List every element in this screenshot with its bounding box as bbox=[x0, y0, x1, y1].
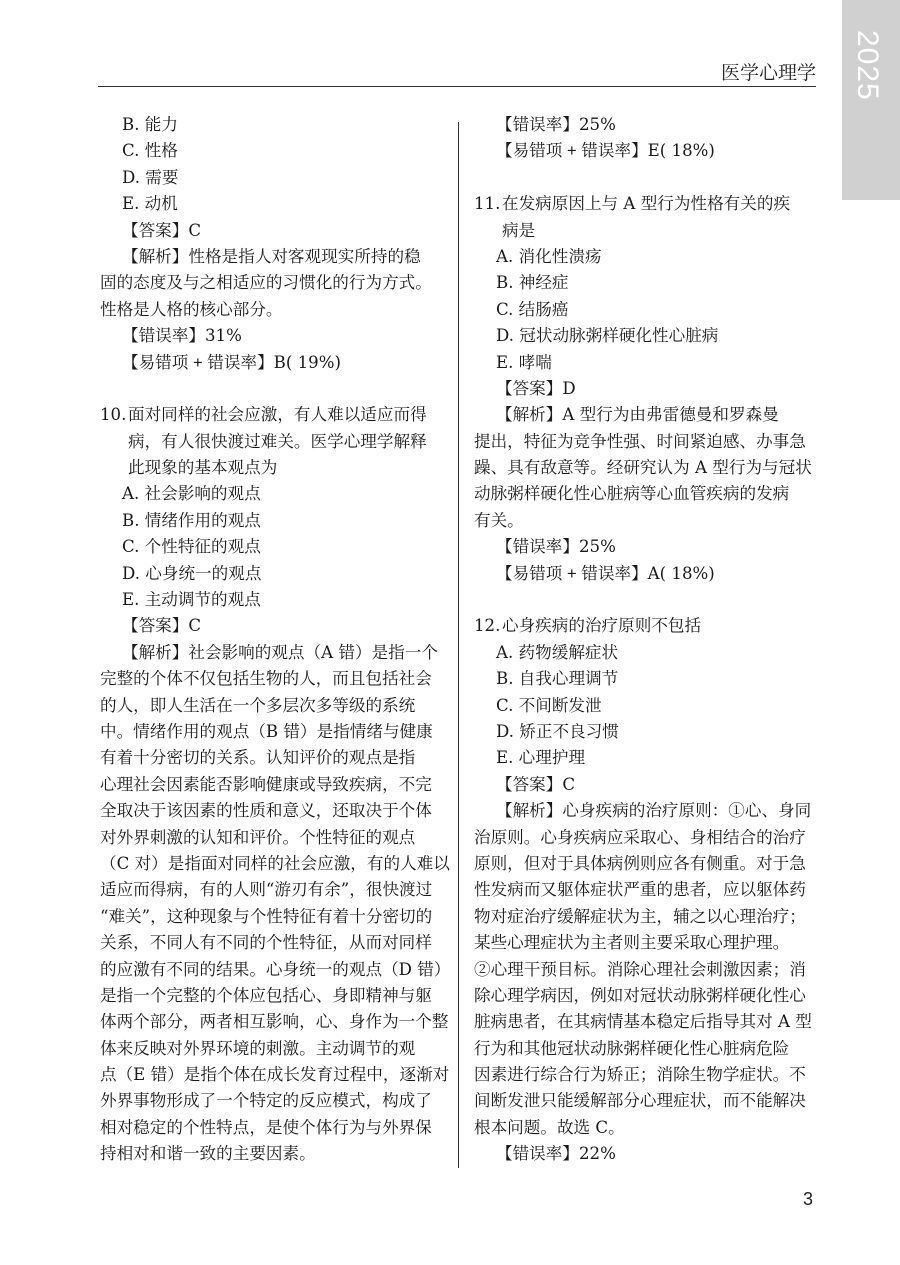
answer-line bbox=[100, 218, 442, 244]
analysis-line: 体两个部分，两者相互影响，心、身作为一个整 bbox=[100, 1012, 449, 1032]
wrong-option-line bbox=[474, 138, 819, 164]
stem-line: 病，有人很快渡过难关。医学心理学解释 bbox=[128, 431, 427, 451]
wrong-option-line bbox=[100, 350, 442, 376]
analysis-line bbox=[474, 402, 819, 428]
analysis-text: A 型行为由弗雷德曼和罗森曼 bbox=[562, 405, 779, 425]
option: A. 社会影响的观点 bbox=[122, 484, 261, 504]
analysis-line: 外界事物形成了一个特定的反应模式，构成了 bbox=[100, 1091, 432, 1111]
stem-text: 在发病原因上与 A 型行为性格有关的疾 bbox=[502, 194, 791, 214]
wrong-option-value: A( 18%) bbox=[647, 563, 715, 583]
analysis-line: “难关”，这种现象与个性特征有着十分密切的 bbox=[100, 906, 433, 926]
analysis-line: 是指一个完整的个体应包括心、身即精神与躯 bbox=[100, 985, 432, 1005]
error-rate-value: 22% bbox=[578, 1144, 616, 1164]
answer-value: C bbox=[188, 220, 202, 240]
analysis-line: 除心理学病因，例如对冠状动脉粥样硬化性心 bbox=[474, 985, 806, 1005]
analysis-line: 固的态度及与之相适应的习惯化的行为方式。 bbox=[100, 273, 432, 293]
right-column bbox=[474, 112, 819, 1168]
left-column bbox=[100, 112, 451, 1168]
wrong-option-label: 【易错项 + 错误率】 bbox=[496, 563, 648, 583]
analysis-line: ②心理干预目标。消除心理社会刺激因素；消 bbox=[474, 959, 806, 979]
analysis-text: 心身疾病的治疗原则：①心、身同 bbox=[562, 801, 812, 821]
option: E. 哮喘 bbox=[496, 352, 552, 372]
analysis-label: 【解析】 bbox=[496, 405, 563, 425]
error-rate-label: 【错误率】 bbox=[122, 326, 205, 346]
wrong-option-label: 【易错项 + 错误率】 bbox=[122, 352, 274, 372]
stem-line: 此现象的基本观点为 bbox=[128, 458, 278, 478]
analysis-line: 性发病而又躯体症状严重的患者，应以躯体药 bbox=[474, 880, 806, 900]
answer-value: C bbox=[562, 774, 576, 794]
option: B. 能力 bbox=[122, 115, 178, 134]
analysis-line: 有着十分密切的关系。认知评价的观点是指 bbox=[100, 748, 416, 768]
option: B. 情绪作用的观点 bbox=[122, 510, 261, 530]
stem-line: 病是 bbox=[502, 220, 536, 240]
answer-value: C bbox=[188, 616, 202, 636]
analysis-text: 社会影响的观点（A 错）是指一个 bbox=[188, 642, 438, 662]
error-rate-value: 25% bbox=[578, 115, 616, 134]
analysis-line: 某些心理症状为主者则主要采取心理护理。 bbox=[474, 933, 790, 953]
analysis-line bbox=[100, 244, 442, 270]
header-title: 医学心理学 bbox=[720, 63, 816, 84]
year-tab-text: 2025 bbox=[851, 30, 884, 101]
analysis-line bbox=[100, 640, 442, 666]
analysis-line: 完整的个体不仅包括生物的人，而且包括社会 bbox=[100, 669, 432, 689]
analysis-line: 行为和其他冠状动脉粥样硬化性心脏病危险 bbox=[474, 1038, 790, 1058]
analysis-line: 相对稳定的个性特点，是使个体行为与外界保 bbox=[100, 1117, 432, 1137]
analysis-line: 根本问题。故选 C。 bbox=[474, 1117, 625, 1137]
option: C. 个性特征的观点 bbox=[122, 537, 261, 557]
option: B. 神经症 bbox=[496, 273, 569, 293]
analysis-line: 的应激有不同的结果。心身统一的观点（D 错） bbox=[100, 959, 451, 979]
wrong-option-line bbox=[474, 561, 819, 587]
analysis-line: 动脉粥样硬化性心脏病等心血管疾病的发病 bbox=[474, 484, 790, 504]
answer-label: 【答案】 bbox=[496, 378, 563, 398]
analysis-line: 提出，特征为竞争性强、时间紧迫感、办事急 bbox=[474, 431, 806, 451]
option: D. 冠状动脉粥样硬化性心脏病 bbox=[496, 326, 719, 346]
header-rule bbox=[98, 86, 816, 87]
page-number: 3 bbox=[803, 1189, 814, 1209]
analysis-line: 关系，不同人有不同的个性特征，从而对同样 bbox=[100, 933, 432, 953]
option: A. 药物缓解症状 bbox=[496, 642, 619, 662]
error-rate-value: 25% bbox=[578, 537, 616, 557]
analysis-line: 点（E 错）是指个体在成长发育过程中，逐渐对 bbox=[100, 1065, 450, 1085]
option: C. 不间断发泄 bbox=[496, 695, 602, 715]
column-divider bbox=[458, 122, 459, 1168]
analysis-label: 【解析】 bbox=[122, 246, 189, 266]
year-tab bbox=[842, 0, 900, 200]
error-rate-label: 【错误率】 bbox=[496, 115, 579, 134]
answer-value: D bbox=[562, 378, 576, 398]
analysis-line: 持相对和谐一致的主要因素。 bbox=[100, 1144, 316, 1164]
error-rate-label: 【错误率】 bbox=[496, 537, 579, 557]
answer-line bbox=[474, 376, 819, 402]
analysis-label: 【解析】 bbox=[496, 801, 563, 821]
analysis-line: 适应而得病，有的人则“游刃有余”，很快渡过 bbox=[100, 880, 433, 900]
analysis-line: 的人，即人生活在一个多层次多等级的系统 bbox=[100, 695, 416, 715]
question-number: 12. bbox=[474, 616, 501, 636]
analysis-line: 全取决于该因素的性质和意义，还取决于个体 bbox=[100, 801, 432, 821]
answer-label: 【答案】 bbox=[496, 774, 563, 794]
analysis-line: 躁、具有敌意等。经研究认为 A 型行为与冠状 bbox=[474, 458, 812, 478]
question-stem bbox=[100, 402, 442, 428]
question-stem bbox=[474, 191, 819, 217]
option: B. 自我心理调节 bbox=[496, 669, 619, 689]
analysis-line: 性格是人格的核心部分。 bbox=[100, 299, 283, 319]
answer-line bbox=[474, 772, 819, 798]
error-rate-line bbox=[474, 112, 819, 138]
option: E. 心理护理 bbox=[496, 748, 586, 768]
analysis-line: 心理社会因素能否影响健康或导致疾病，不完 bbox=[100, 774, 432, 794]
error-rate-line bbox=[474, 1141, 819, 1167]
answer-line bbox=[100, 613, 442, 639]
wrong-option-value: B( 19%) bbox=[273, 352, 341, 372]
analysis-line: 脏病患者，在其病情基本稳定后指导其对 A 型 bbox=[474, 1012, 812, 1032]
question-number: 11. bbox=[474, 194, 501, 214]
answer-label: 【答案】 bbox=[122, 220, 189, 240]
analysis-line: 中。情绪作用的观点（B 错）是指情绪与健康 bbox=[100, 721, 433, 741]
question-stem bbox=[474, 613, 819, 639]
error-rate-label: 【错误率】 bbox=[496, 1144, 579, 1164]
option: C. 性格 bbox=[122, 141, 178, 161]
stem-text: 心身疾病的治疗原则不包括 bbox=[502, 616, 702, 636]
answer-label: 【答案】 bbox=[122, 616, 189, 636]
analysis-line: （C 对）是指面对同样的社会应激，有的人难以 bbox=[100, 853, 450, 873]
error-rate-line bbox=[100, 323, 442, 349]
option: D. 矫正不良习惯 bbox=[496, 721, 619, 741]
analysis-line: 对外界刺激的认知和评价。个性特征的观点 bbox=[100, 827, 416, 847]
error-rate-value: 31% bbox=[204, 326, 242, 346]
analysis-line: 原则，但对于具体病例则应各有侧重。对于急 bbox=[474, 853, 806, 873]
option: C. 结肠癌 bbox=[496, 299, 569, 319]
option: E. 主动调节的观点 bbox=[122, 590, 261, 610]
option: E. 动机 bbox=[122, 194, 178, 214]
analysis-line: 因素进行综合行为矫正；消除生物学症状。不 bbox=[474, 1065, 806, 1085]
analysis-text: 性格是指人对客观现实所持的稳 bbox=[188, 246, 421, 266]
analysis-line: 物对症治疗缓解症状为主，辅之以心理治疗； bbox=[474, 906, 806, 926]
question-number: 10. bbox=[100, 405, 127, 425]
error-rate-line bbox=[474, 534, 819, 560]
analysis-line: 体来反映对外界环境的刺激。主动调节的观 bbox=[100, 1038, 416, 1058]
option: A. 消化性溃疡 bbox=[496, 246, 602, 266]
analysis-line bbox=[474, 798, 819, 824]
analysis-label: 【解析】 bbox=[122, 642, 189, 662]
option: D. 心身统一的观点 bbox=[122, 563, 262, 583]
analysis-line: 治原则。心身疾病应采取心、身相结合的治疗 bbox=[474, 827, 806, 847]
stem-text: 面对同样的社会应激，有人难以适应而得 bbox=[128, 405, 427, 425]
option: D. 需要 bbox=[122, 167, 179, 187]
wrong-option-value: E( 18%) bbox=[647, 141, 715, 161]
wrong-option-label: 【易错项 + 错误率】 bbox=[496, 141, 648, 161]
analysis-line: 有关。 bbox=[474, 510, 524, 530]
analysis-line: 间断发泄只能缓解部分心理症状，而不能解决 bbox=[474, 1091, 806, 1111]
